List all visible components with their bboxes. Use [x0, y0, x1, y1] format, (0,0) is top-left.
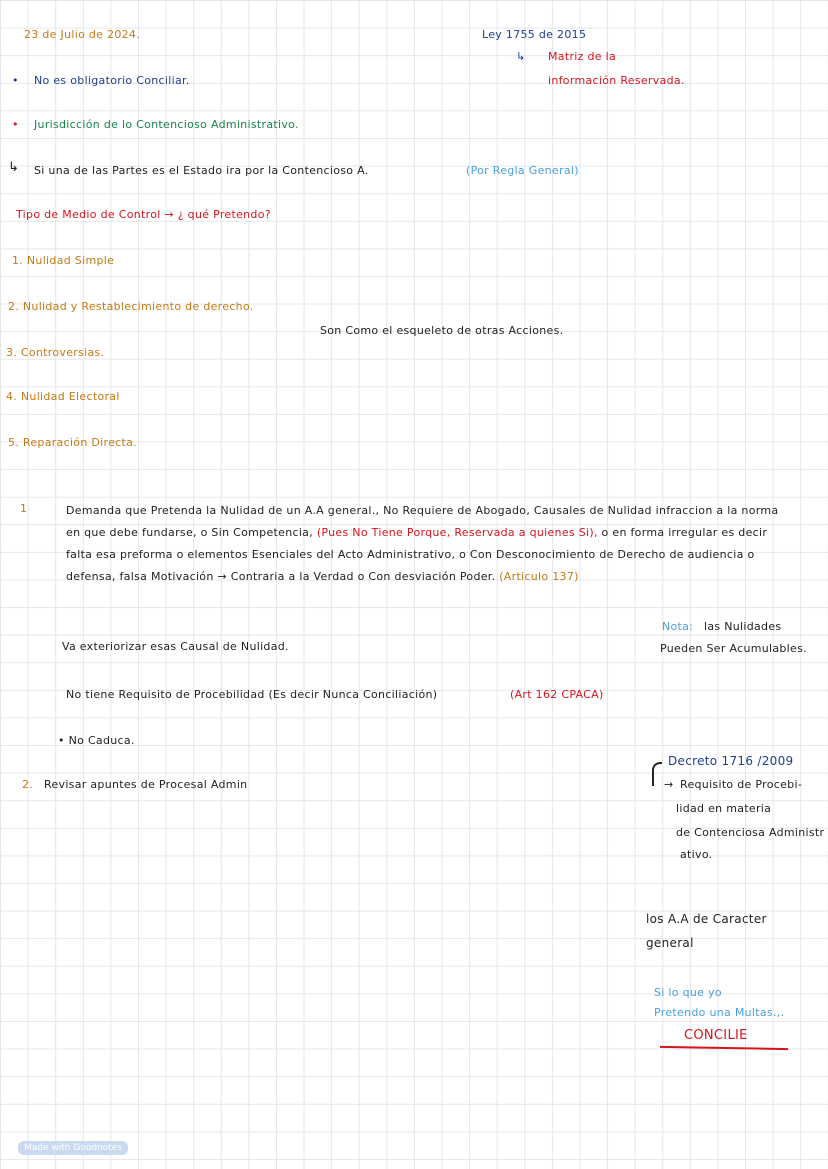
decreto-title: Decreto 1716 /2009 [668, 754, 794, 768]
decreto-line: de Contenciosa Administr [676, 826, 825, 839]
list-item: 5. Reparación Directa. [8, 436, 137, 449]
aa-line1: los A.A de Caracter [646, 912, 767, 926]
decreto-line: ativo. [680, 848, 713, 861]
arrow-icon: ↳ [516, 50, 526, 63]
item2-text: Revisar apuntes de Procesal Admin [44, 778, 248, 791]
bullet-icon: • [12, 118, 19, 131]
item1-paragraph [66, 500, 791, 588]
heading: Tipo de Medio de Control → ¿ qué Pretendo? [16, 208, 271, 221]
requisito: No tiene Requisito de Procebilidad (Es decir Nunca Conciliación) [66, 688, 438, 701]
ley-line2: información Reservada. [548, 74, 685, 87]
list-item: 2. Nulidad y Restablecimiento de derecho. [8, 300, 254, 313]
concilie: CONCILIE [684, 1028, 748, 1043]
nota-line2: Pueden Ser Acumulables. [660, 642, 807, 655]
date: 23 de Julio de 2024. [24, 28, 141, 41]
item1-text-b: o en forma irregular es decir falta esa preforma o elementos Esenciales del Acto Administrativo, o Con Desconocimiento de Derecho de audiencia o defensa, falsa Motivación → Contraria a la Verdad o Con desviación Poder. [66, 526, 768, 583]
bullet-icon: • [12, 74, 19, 87]
list-item: 3. Controversias. [6, 346, 105, 359]
list-item: 1. Nulidad Simple [12, 254, 115, 267]
aa-line2: general [646, 936, 694, 950]
arrow-icon: ↳ [8, 160, 20, 175]
list-item: 4. Nulidad Electoral [6, 390, 120, 403]
nota-label: Nota: [662, 620, 694, 633]
si-line2: Pretendo una Multas.,. [654, 1006, 785, 1019]
bullet-2: Jurisdicción de lo Contencioso Administrativo. [34, 118, 299, 131]
decreto-line: lidad en materia [676, 802, 772, 815]
item1-article: (Articulo 137) [499, 570, 579, 583]
exteriorizar: Va exteriorizar esas Causal de Nulidad. [62, 640, 289, 653]
skeleton-note: Son Como el esqueleto de otras Acciones. [320, 324, 564, 337]
goodnotes-badge: Made with Goodnotes [18, 1141, 128, 1155]
arrow-icon [652, 762, 662, 786]
decreto-line: Requisito de Procebi- [680, 778, 803, 791]
item1-number: 1 [20, 502, 28, 515]
arrow-line: Si una de las Partes es el Estado ira por la Contencioso A. [34, 164, 369, 177]
nota-line1: las Nulidades [704, 620, 782, 633]
arrow-line-note: (Por Regla General) [466, 164, 579, 177]
item1-text-a: Demanda que Pretenda la Nulidad de un A.A general., No Requiere de Abogado, Causales de Nulidad infraccion a la norma en que debe fundarse, o Sin Competencia, [66, 504, 779, 539]
underline [660, 1046, 788, 1050]
ley-line1: Matriz de la [548, 50, 617, 63]
no-caduca: • No Caduca. [58, 734, 135, 747]
item2-number: 2. [22, 778, 34, 791]
item1-text-red: (Pues No Tiene Porque, Reservada a quienes Si), [316, 526, 598, 539]
requisito-ref: (Art 162 CPACA) [510, 688, 604, 701]
si-line1: Si lo que yo [654, 986, 722, 999]
bullet-1: No es obligatorio Conciliar. [34, 74, 190, 87]
ley-title: Ley 1755 de 2015 [482, 28, 587, 41]
